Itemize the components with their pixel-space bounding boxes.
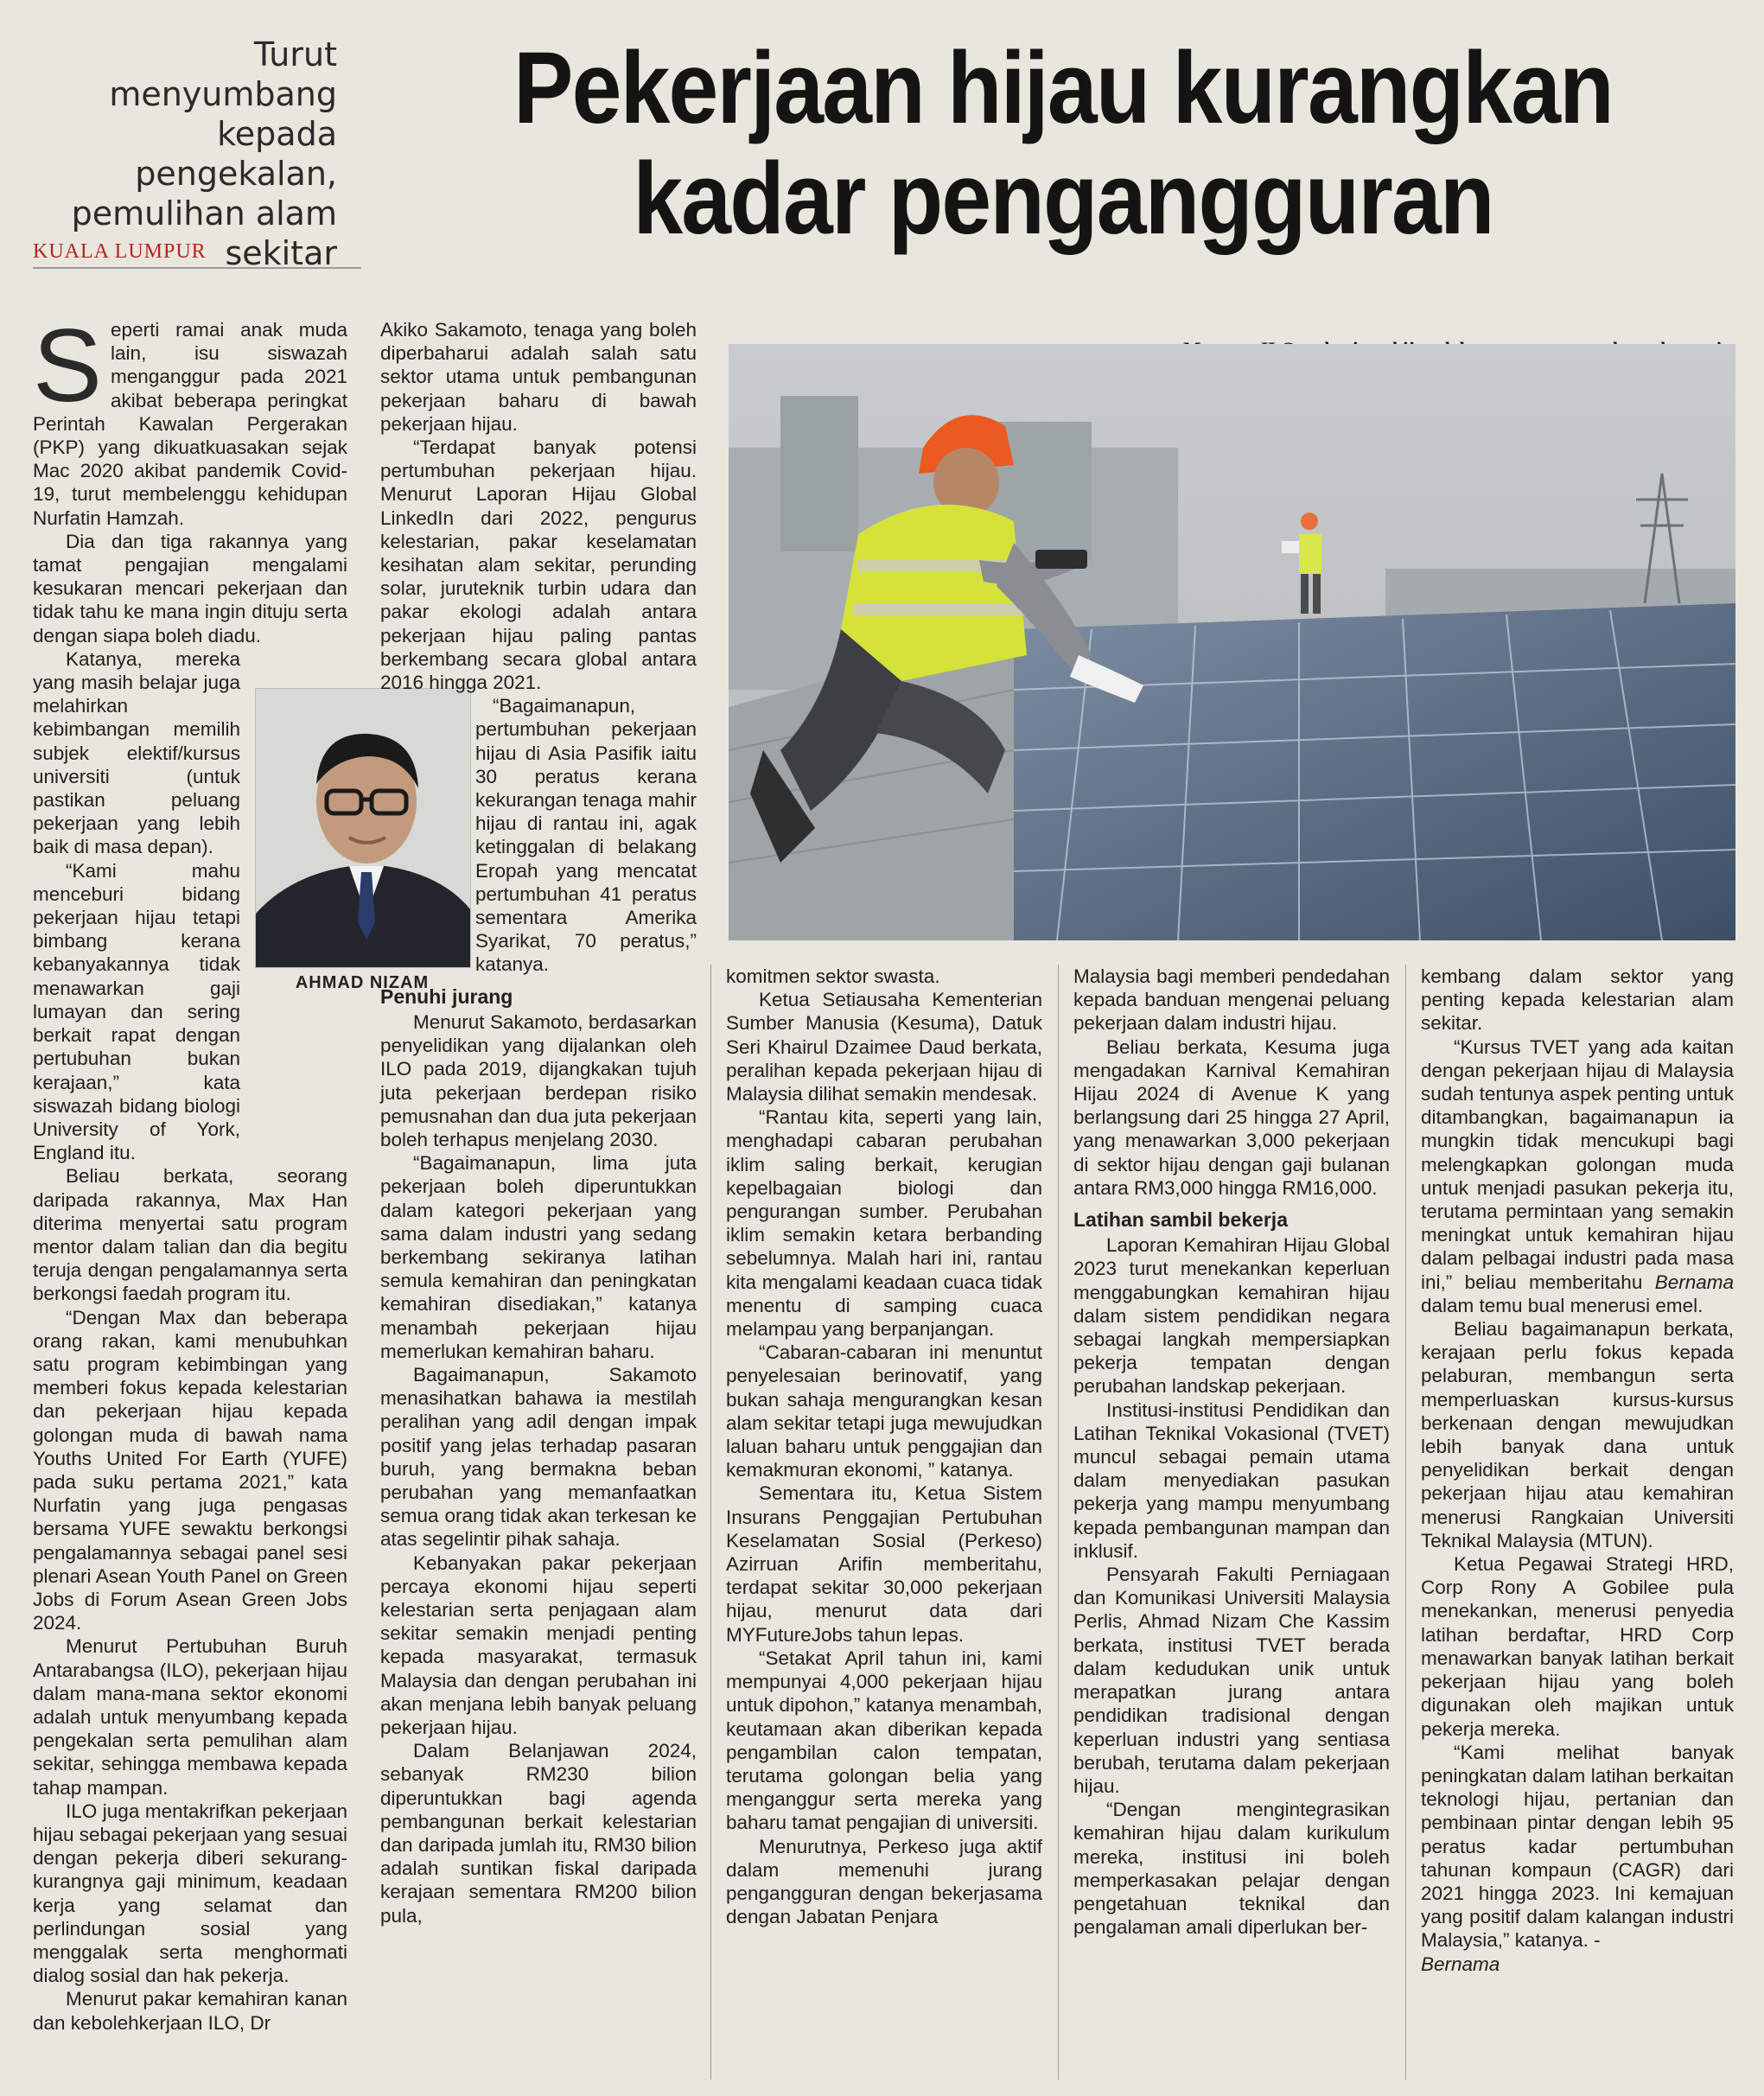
column-rule: [1058, 965, 1059, 2080]
paragraph: komitmen sektor swasta.: [726, 965, 940, 987]
article-column-5: [1421, 965, 1734, 1976]
paragraph-text: “Kursus TVET yang ada kaitan dengan pekerjaan hijau di Malaysia sudah tentunya aspek penting untuk ditambangkan, bagaimanapun ia mungkin tidak mencukupi bagi melengkapkan golongan muda untuk menjadi pasukan pekerja itu, terutama permintaan yang semakin meningkat untuk kemahiran hijau dalam pelbagai industri pada masa ini,” beliau memberitahu: [1421, 1035, 1734, 1293]
paragraph: Institusi-institusi Pendidikan dan Latihan Teknikal Vokasional (TVET) muncul sebagai pemain utama dalam menyediakan pasukan pekerja yang mampu menyumbang kepada pembangunan mampan dan inklusif.: [1073, 1398, 1390, 1562]
paragraph: Beliau berkata, seorang daripada rakannya, Max Han diterima menyertai satu program mentor dalam talian dan dia begitu teruja dengan pengalamannya serta berkongsi faedah program itu.: [33, 1165, 347, 1305]
paragraph: Sementara itu, Ketua Sistem Insurans Penggajian Pertubuhan Keselamatan Sosial (Perkeso) Azirruan Arifin memberitahu, terdapat sekitar 30,000 pekerjaan hijau, menurut data dari MYFutureJobs tahun lepas.: [726, 1482, 1042, 1646]
subheading: Latihan sambil bekerja: [1073, 1208, 1288, 1232]
paragraph: Menurut Pertubuhan Buruh Antarabangsa (ILO), pekerjaan hijau dalam mana-mana sektor ekonomi adalah untuk menyumbang kepada pengekalan serta pemulihan alam sekitar, sehingga membawa kepada tahap mampan.: [33, 1635, 347, 1799]
solar-workers-photo: [729, 344, 1735, 940]
article-column-3: [726, 965, 1042, 1928]
headline-line-2: kadar pengangguran: [633, 142, 1493, 256]
paragraph: “Bagaimanapun, lima juta pekerjaan boleh diperuntukkan dalam kategori pekerjaan yang sama dalam industri yang sedang berkembang sekiranya latihan semula kemahiran dan peningkatan kemahiran disediakan,” katanya menambah pekerjaan hijau memerlukan kemahiran baharu.: [380, 1152, 697, 1362]
paragraph: Kebanyakan pakar pekerjaan percaya ekonomi hijau seperti kelestarian serta penjagaan alam sekitar semakin menjadi penting kepada masyarakat, termasuk Malaysia dan dengan perubahan ini akan menjana lebih banyak peluang pekerjaan hijau.: [380, 1551, 697, 1738]
kicker: Turut menyumbang kepada pengekalan, pemulihan alam sekitar: [71, 35, 337, 272]
subheading: Penuhi jurang: [380, 984, 513, 1008]
paragraph: Dia dan tiga rakannya yang tamat pengajian mengalami kesukaran mencari pekerjaan dan tidak tahu ke mana ingin dituju serta dengan siapa boleh diadu.: [33, 530, 347, 647]
paragraph: Akiko Sakamoto, tenaga yang boleh diperbaharui adalah salah satu sektor utama untuk pembangunan pekerjaan baharu di bawah pekerjaan hijau.: [380, 319, 697, 435]
signoff-source: Bernama: [1421, 1953, 1500, 1975]
paragraph: Ketua Pegawai Strategi HRD, Corp Rony A Gobilee pula menekankan, menerusi penyedia latihan berdaftar, HRD Corp menawarkan banyak latihan berkait pekerjaan hijau yang boleh digunakan oleh majikan untuk pekerja mereka.: [1421, 1553, 1734, 1740]
paragraph: Pensyarah Fakulti Perniagaan dan Komunikasi Universiti Malaysia Perlis, Ahmad Nizam Che Kassim berkata, institusi TVET berada dalam kedudukan unik untuk merapatkan jurang antara pendidikan tradisional dengan keperluan industri yang sentiasa berubah, terutama dalam pekerjaan hijau.: [1073, 1564, 1390, 1797]
paragraph: ILO juga mentakrifkan pekerjaan hijau sebagai pekerjaan yang sesuai dengan pekerja diberi sekurang-kurangnya gaji minimum, keadaan kerja yang selamat dan perlindungan sosial yang menggalak serta menghormati dialog sosial dan hak pekerja.: [33, 1800, 348, 1987]
paragraph: “Terdapat banyak potensi pertumbuhan pekerjaan hijau. Menurut Laporan Hijau Global LinkedIn dari 2022, pengurus kelestarian, pakar keselamatan kesihatan alam sekitar, perunding solar, juruteknik turbin udara dan pakar ekologi adalah antara pekerjaan hijau paling pantas berkembang secara global antara 2016 hingga 2021.: [380, 436, 697, 694]
column-rule: [710, 965, 711, 2080]
paragraph: “Kami mahu menceburi bidang pekerjaan hijau tetapi bimbang kerana kebanyakannya tidak menawarkan gaji lumayan dan sering berkait rapat dengan pertubuhan bukan kerajaan,” kata siswazah bidang biologi University of York, England itu.: [33, 859, 240, 1164]
paragraph: Menurut pakar kemahiran kanan dan kebolehkerjaan ILO, Dr: [33, 1988, 347, 2034]
paragraph: Dalam Belanjawan 2024, sebanyak RM230 bilion diperuntukkan bagi agenda pembangunan berkait kelestarian dan daripada jumlah itu, RM30 bilion adalah suntikan fiskal daripada kerajaan sementara RM200 bilion pula,: [380, 1740, 697, 1927]
paragraph: Malaysia bagi memberi pendedahan kepada banduan mengenai peluang pekerjaan dalam industri hijau.: [1073, 965, 1390, 1035]
headline-line-1: Pekerjaan hijau kurangkan: [513, 31, 1613, 145]
paragraph: “Rantau kita, seperti yang lain, menghadapi cabaran perubahan iklim saling berkait, kerugian kepelbagaian biologi dan pengurangan sumber. Perubahan iklim semakin ketara berbanding sebelumnya. Malah hari ini, rantau kita mengalami keadaan cuaca tidak menentu di samping cuaca melampau yang berpanjangan.: [726, 1106, 1042, 1341]
paragraph-text: dalam temu bual menerusi emel.: [1421, 1294, 1704, 1316]
column-rule: [1405, 965, 1406, 2080]
paragraph: “Cabaran-cabaran ini menuntut penyelesaian berinovatif, yang bukan sahaja mengurangkan kesan alam sekitar tetapi juga mewujudkan laluan baharu untuk penggajian dan kemakmuran ekonomi, ” katanya.: [726, 1341, 1042, 1481]
paragraph: Katanya, mereka yang masih belajar juga melahirkan kebimbangan memilih subjek elektif/kursus universiti (untuk pastikan peluang pekerjaan yang lebih baik di masa depan).: [33, 647, 240, 858]
headline: [432, 33, 1694, 254]
paragraph: Menurutnya, Perkeso juga aktif dalam memenuhi jurang pengangguran dengan bekerjasama dengan Jabatan Penjara: [726, 1835, 1042, 1928]
article-column-2: [380, 318, 697, 1927]
paragraph: Bagaimanapun, Sakamoto menasihatkan bahawa ia mestilah peralihan yang adil dengan impak positif yang jelas terhadap pasaran buruh, yang bermakna beban perubahan yang memanfaatkan semua orang tidak akan terkesan ke atas segelintir pihak sahaja.: [380, 1363, 697, 1551]
paragraph: “Dengan Max dan beberapa orang rakan, kami menubuhkan satu program kebimbingan yang memberi fokus kepada kelestarian dan pekerjaan hijau kepada golongan muda di bawah nama Youths United For Earth (YUFE) pada suku pertama 2021,” kata Nurfatin yang juga pengasas bersama YUFE sewaktu berkongsi pengalamannya sebagai panel sesi plenari Asean Youth Panel on Green Jobs di Forum Asean Green Jobs 2024.: [33, 1306, 347, 1634]
paragraph: “Dengan mengintegrasikan kemahiran hijau dalam kurikulum mereka, institusi ini boleh memperkasakan pelajar dengan pengetahuan teknikal dan pengalaman amali diperlukan ber-: [1073, 1799, 1390, 1939]
paragraph: Menurut Sakamoto, berdasarkan penyelidikan yang dijalankan oleh ILO pada 2019, dijangkakan tujuh juta pekerjaan berdepan risiko pemusnahan dan dua juta pekerjaan boleh terhapus menjelang 2030.: [380, 1010, 697, 1150]
signoff: [1421, 1953, 1734, 1976]
paragraph: Beliau bagaimanapun berkata, kerajaan perlu fokus kepada pelaburan, membangun serta memperluaskan kursus-kursus berkenaan dengan mewujudkan lebih banyak dana untuk penyelidikan berkait dengan pekerjaan hijau atau kemahiran menerusi Rangkaian Universiti Teknikal Malaysia (MTUN).: [1421, 1318, 1734, 1551]
paragraph: eperti ramai anak muda lain, isu siswazah menganggur pada 2021 akibat beberapa peringkat Perintah Kawalan Pergerakan (PKP) yang dikuatkuasakan sejak Mac 2020 akibat pandemik Covid-19, turut membelenggu kehidupan Nurfatin Hamzah.: [33, 319, 347, 529]
paragraph: [1421, 1035, 1734, 1317]
solar-workers-illustration: [729, 344, 1735, 940]
paragraph: “Bagaimanapun, pertumbuhan pekerjaan hijau di Asia Pasifik iaitu 30 peratus kerana kekurangan tenaga mahir hijau di rantau ini, agak ketinggalan di belakang Eropah yang mencatat pertumbuhan 41 peratus sementara Amerika Syarikat, 70 peratus,” katanya.: [475, 695, 697, 976]
dateline: KUALA LUMPUR: [33, 240, 361, 269]
paragraph: kembang dalam sektor yang penting kepada kelestarian alam sekitar.: [1421, 965, 1734, 1035]
paragraph: “Setakat April tahun ini, kami mempunyai 4,000 pekerjaan hijau untuk dipohon,” katanya menambah, keutamaan akan diberikan kepada pengambilan calon tempatan, terutama golongan belia yang menganggur serta mereka yang baharu tamat pengajian di universiti.: [726, 1647, 1042, 1834]
article-column-4: [1073, 965, 1390, 1939]
paragraph: Ketua Setiausaha Kementerian Sumber Manusia (Kesuma), Datuk Seri Khairul Dzaimee Daud berkata, peralihan kepada pekerjaan hijau di Malaysia dilihat semakin mendesak.: [726, 989, 1042, 1105]
paragraph: Laporan Kemahiran Hijau Global 2023 turut menekankan keperluan menggabungkan kemahiran hijau dalam sistem pendidikan negara sebagai langkah mempersiapkan pekerja tempatan dengan perubahan landskap pekerjaan.: [1073, 1234, 1390, 1398]
portrait-caption: AHMAD NIZAM: [295, 973, 430, 992]
source-name: Bernama: [1654, 1271, 1734, 1293]
drop-cap: S: [33, 308, 103, 424]
paragraph: Beliau berkata, Kesuma juga mengadakan Karnival Kemahiran Hijau 2024 di Avenue K yang berlangsung dari 25 hingga 27 April, yang menawarkan 3,000 pekerjaan di sektor hijau dengan gaji bulanan antara RM3,000 hingga RM16,000.: [1073, 1035, 1390, 1199]
paragraph: “Kami melihat banyak peningkatan dalam latihan berkaitan teknologi hijau, pertanian dan pembinaan pintar dengan lebih 95 peratus kadar pertumbuhan tahunan kompaun (CAGR) dari 2021 hingga 2023. Ini kemajuan yang positif dalam kalangan industri Malaysia,” katanya. -: [1421, 1741, 1734, 1952]
article-column-1: [33, 308, 348, 2035]
